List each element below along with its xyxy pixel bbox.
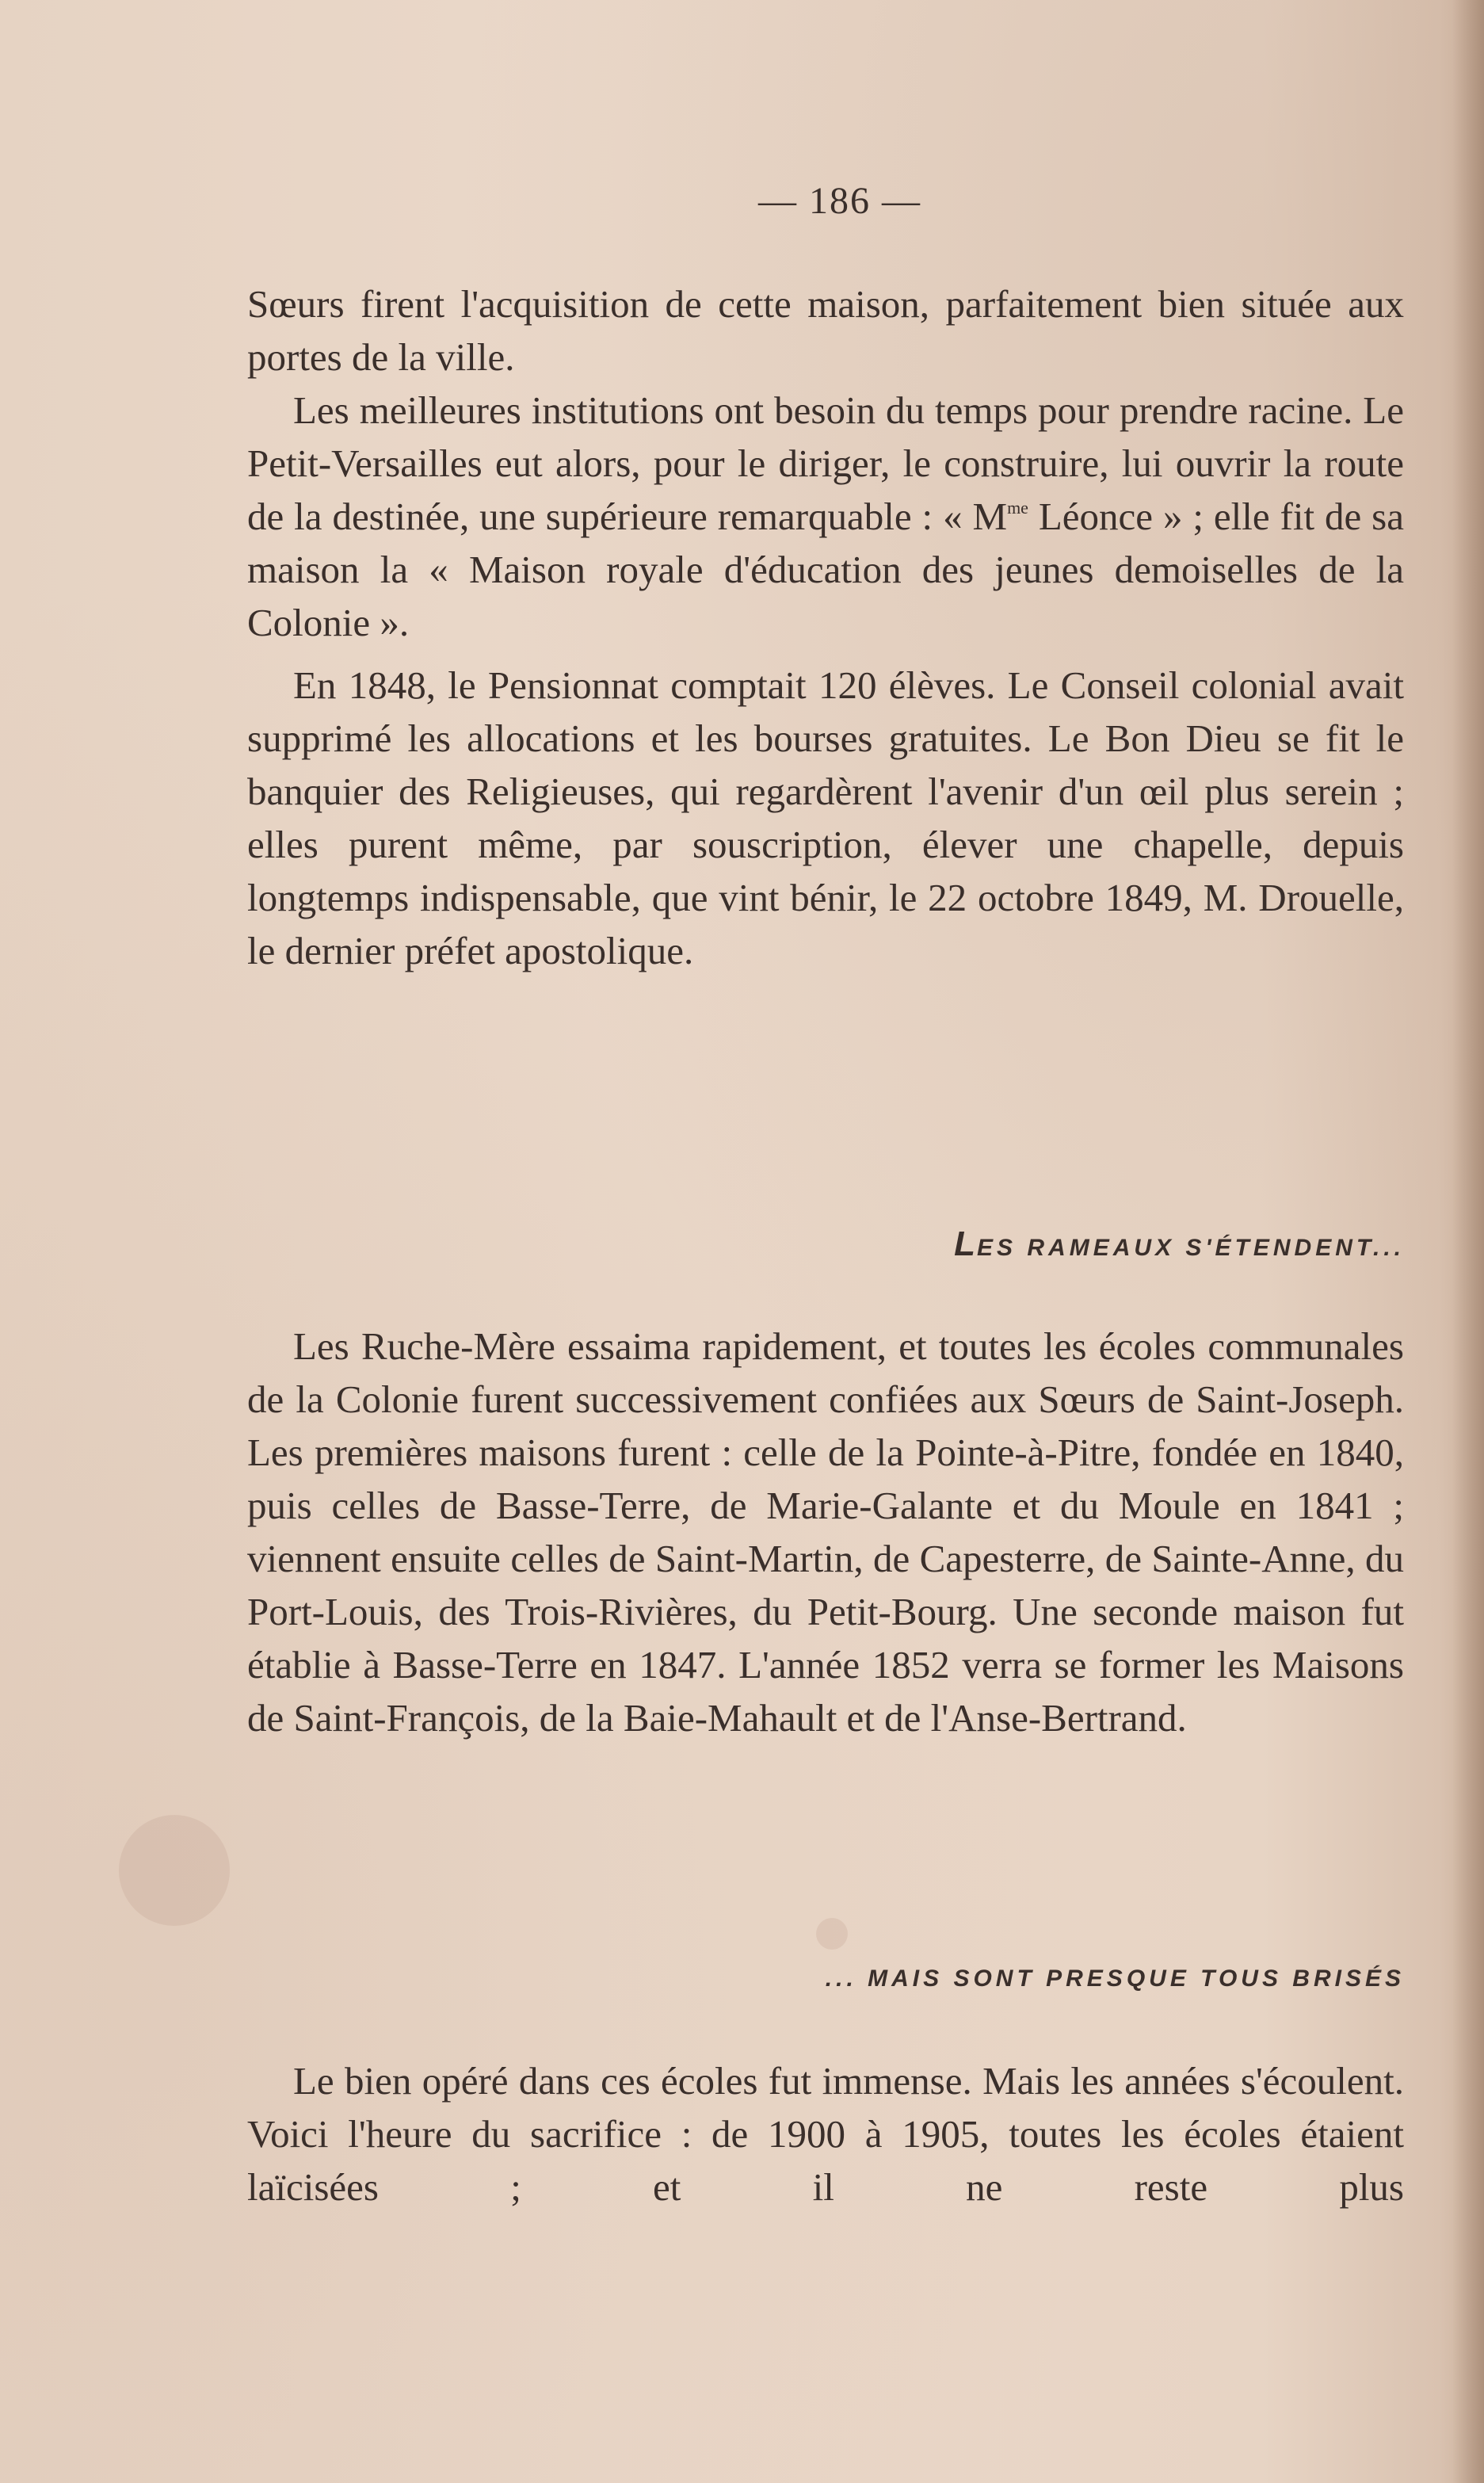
- paragraph: Sœurs firent l'acquisition de cette maison, parfaitement bien située aux portes de la ville.: [247, 282, 1404, 379]
- paper-stain: [816, 1918, 848, 1950]
- paragraph: Les Ruche-Mère essaima rapidement, et toutes les écoles communales de la Colonie furent successivement confiées aux Sœurs de Saint-Joseph. Les premières maisons furent : celle de la Pointe-à-Pitre, fondée en 1840, puis celles de Basse-Terre, de Marie-Galante et du Moule en 1841 ; viennent ensuite celles de Saint-Martin, de Capesterre, de Sainte-Anne, du Port-Louis, des Trois-Rivières, du Petit-Bourg. Une seconde maison fut établie à Basse-Terre en 1847. L'année 1852 verra se former les Maisons de Saint-François, de la Baie-Mahault et de l'Anse-Bertrand.: [247, 1324, 1404, 1740]
- paragraph: En 1848, le Pensionnat comptait 120 élèves. Le Conseil colonial avait supprimé les allocations et les bourses gratuites. Le Bon Dieu se fit le banquier des Religieuses, qui regardèrent l'avenir d'un œil plus serein ; elles purent même, par souscription, élever une chapelle, depuis longtemps indispensable, que vint bénir, le 22 octobre 1849, M. Drouelle, le dernier préfet apostolique.: [247, 663, 1404, 972]
- section-1: [247, 277, 1404, 977]
- section-heading: ... MAIS SONT PRESQUE TOUS BRISÉS: [825, 1965, 1405, 1992]
- page-edge-shadow: [1452, 0, 1484, 2483]
- paragraph: Le bien opéré dans ces écoles fut immense. Mais les années s'écoulent. Voici l'heure du sacrifice : de 1900 à 1905, toutes les écoles étaient laïcisées ; et il ne reste plus: [247, 2059, 1404, 2209]
- paragraph: Les meilleures institutions ont besoin du temps pour prendre racine. Le Petit-Versailles eut alors, pour le diriger, le construire, lui ouvrir la route de la destinée, une supérieure remarquable : « $M^{me}$ Léonce » ; elle fit de sa maison la « Maison royale d'éducation des jeunes demoiselles de la Colonie ».: [247, 388, 1404, 644]
- page-number: — 186 —: [758, 180, 921, 222]
- section-3: [247, 2054, 1404, 2214]
- paper-stain: [119, 1815, 230, 1926]
- section-2: [247, 1320, 1404, 1744]
- section-heading: LES RAMEAUX S'ÉTENDENT...: [954, 1224, 1405, 1263]
